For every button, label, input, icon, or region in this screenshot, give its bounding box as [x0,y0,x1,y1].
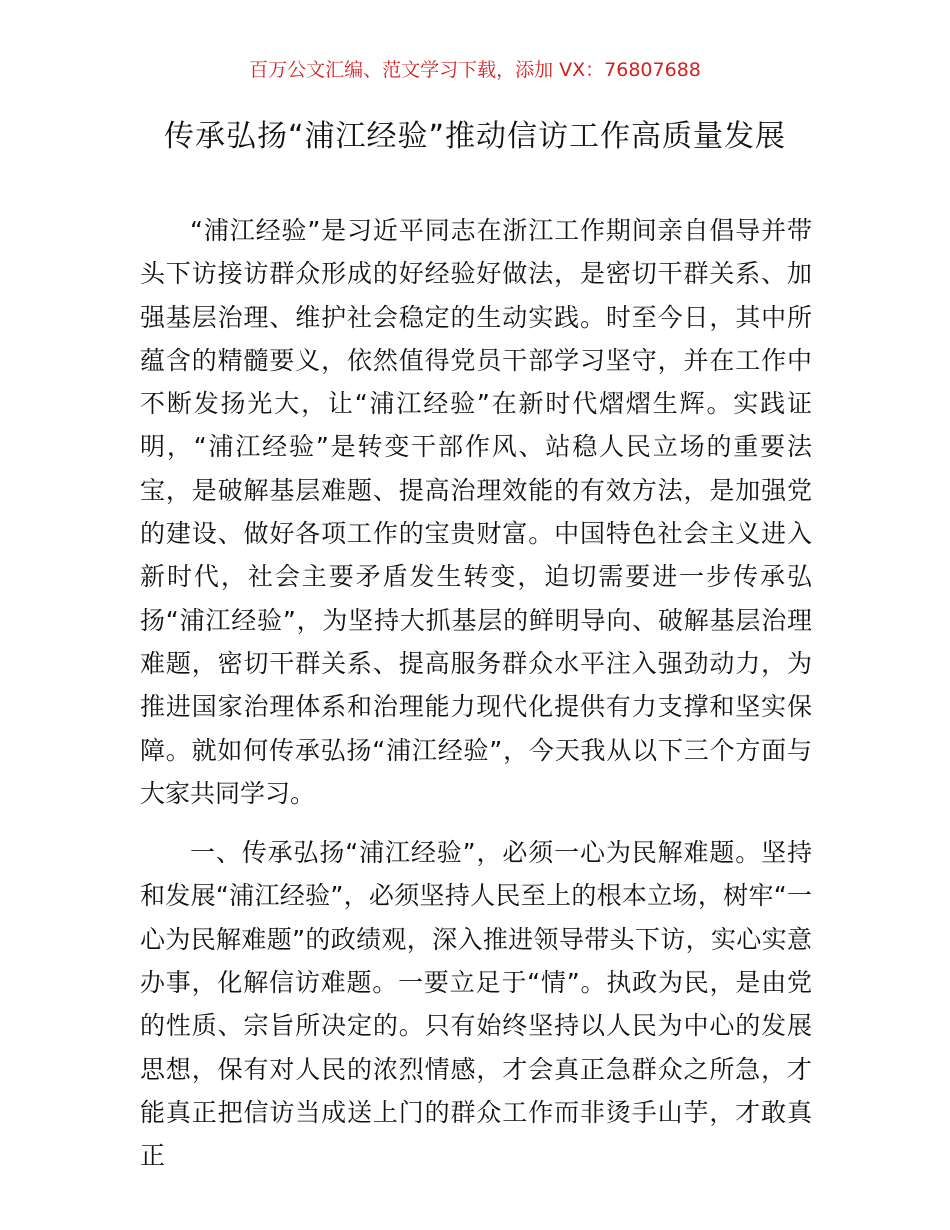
document-body [140,209,812,1178]
document-title: 传承弘扬“浦江经验”推动信访工作高质量发展 [163,119,787,154]
paragraph-section-one: 一、传承弘扬“浦江经验”，必须一心为民解难题。坚持和发展“浦江经验”，必须坚持人民至上的根本立场，树牢“一心为民解难题”的政绩观，深入推进领导带头下访，实心实意办事，化解信访难题。一要立足于“情”。执政为民，是由党的性质、宗旨所决定的。只有始终坚持以人民为中心的发展思想，保有对人民的浓烈情感，才会真正急群众之所急，才能真正把信访当成送上门的群众工作而非烫手山芋，才敢真正 [140,838,812,1171]
paragraph-intro: “浦江经验”是习近平同志在浙江工作期间亲自倡导并带头下访接访群众形成的好经验好做法，是密切干群关系、加强基层治理、维护社会稳定的生动实践。时至今日，其中所蕴含的精髓要义，依然值得党员干部学习坚守，并在工作中不断发扬光大，让“浦江经验”在新时代熠熠生辉。实践证明，“浦江经验”是转变干部作风、站稳人民立场的重要法宝，是破解基层难题、提高治理效能的有效方法，是加强党的建设、做好各项工作的宝贵财富。中国特色社会主义进入新时代，社会主要矛盾发生转变，迫切需要进一步传承弘扬“浦江经验”，为坚持大抓基层的鲜明导向、破解基层治理难题，密切干群关系、提高服务群众水平注入强劲动力，为推进国家治理体系和治理能力现代化提供有力支撑和坚实保障。就如何传承弘扬“浦江经验”，今天我从以下三个方面与大家共同学习。 [140,216,812,808]
header-watermark: 百万公文汇编、范文学习下载，添加 VX：76807688 [249,59,701,81]
